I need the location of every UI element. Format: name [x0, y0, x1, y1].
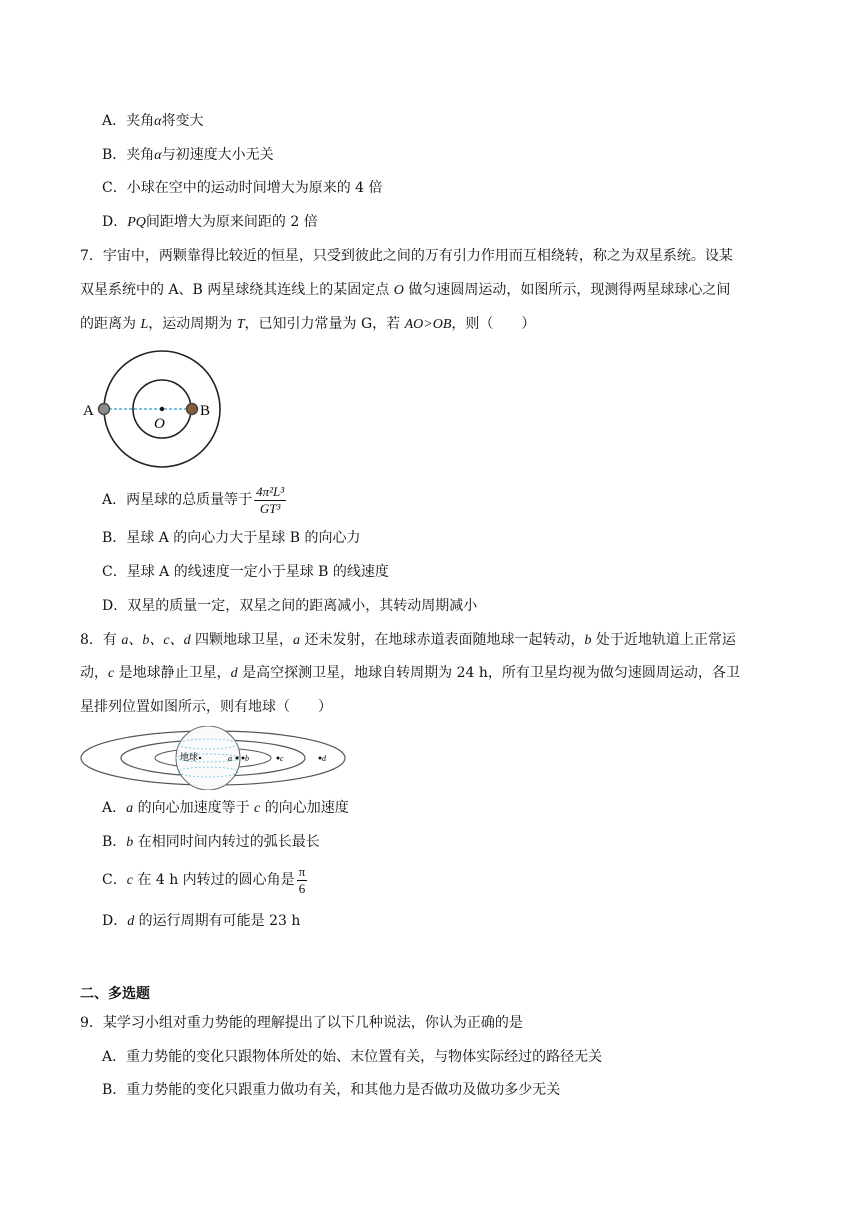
angle-fraction: [297, 864, 308, 897]
q8-stem-line3: 星排列位置如图所示，则有地球（ ）: [80, 699, 332, 715]
formula-denominator: GT³: [259, 500, 281, 516]
mass-formula: [254, 484, 286, 517]
symbol-l: L: [140, 317, 149, 332]
stem-text: 8．有: [80, 632, 122, 648]
option-text: 的向心加速度等于: [133, 800, 255, 816]
q6-option-d: [102, 212, 318, 233]
stem-text: 做匀速圆周运动，如图所示，现测得两星球球心之间: [403, 282, 731, 298]
satellite-a-dot: [236, 757, 239, 760]
option-text: 将变大: [161, 113, 204, 129]
option-text: 的运行周期有可能是 23 h: [134, 913, 301, 929]
q7-stem-line1: 7．宇宙中，两颗靠得比较近的恒星，只受到彼此之间的万有引力作用而互相绕转，称之为双星系统。设某: [80, 248, 733, 264]
option-text: A．两星球的总质量等于: [102, 492, 253, 508]
option-label: B．: [102, 834, 127, 850]
q7-option-c: C．星球 A 的线速度一定小于星球 B 的线速度: [102, 564, 389, 580]
binary-star-figure: [80, 348, 230, 470]
option-label: D．: [102, 913, 128, 929]
q8-option-d: [102, 911, 300, 932]
q9-option-a: A．重力势能的变化只跟物体所处的始、末位置有关，与物体实际经过的路径无关: [102, 1049, 603, 1065]
stem-text: 是高空探测卫星，地球自转周期为 24 h，所有卫星均视为做匀速圆周运动，各卫: [237, 665, 740, 681]
satellite-a: a: [293, 633, 301, 648]
stem-text: 的距离为: [80, 316, 141, 332]
q7-option-a: [102, 483, 286, 517]
label-d: d: [322, 754, 326, 763]
stem-text: 还未发射，在地球赤道表面随地球一起转动，: [300, 632, 585, 648]
inequality: AO>OB: [404, 317, 452, 332]
q7-option-d: D．双星的质量一定，双星之间的距离减小，其转动周期减小: [102, 598, 478, 614]
stem-text: ，运动周期为: [148, 316, 237, 332]
q6-option-b: [102, 145, 274, 166]
satellite-c: c: [254, 801, 261, 816]
label-o: O: [154, 416, 165, 432]
satellite-d: d: [127, 914, 135, 929]
option-text: 的向心加速度: [260, 800, 349, 816]
satellite-d: d: [230, 666, 238, 681]
q9-option-b: B．重力势能的变化只跟重力做功有关，和其他力是否做功及做功多少无关: [102, 1082, 561, 1098]
q6-option-c: C．小球在空中的运动时间增大为原来的 4 倍: [102, 180, 383, 196]
q7-stem-line2: [80, 280, 730, 301]
satellite-c: c: [126, 873, 133, 888]
alpha-symbol: α: [154, 114, 162, 129]
label-a: A: [83, 403, 94, 419]
symbol-t: T: [236, 317, 245, 332]
stem-text: ，已知引力常量为 G，若: [244, 316, 405, 332]
label-b: B: [200, 403, 211, 419]
option-text: 夹角: [126, 113, 155, 129]
option-label: D．: [102, 214, 128, 230]
label-c: c: [280, 754, 284, 763]
option-label: B．: [102, 147, 127, 163]
q6-option-a: [102, 111, 203, 132]
option-text: 在 4 h 内转过的圆心角是: [132, 872, 295, 888]
stem-text: 动，: [80, 665, 108, 681]
earth-label: 地球: [180, 753, 199, 763]
satellite-orbit-figure: [78, 726, 348, 790]
stem-text: 四颗地球卫星，: [190, 632, 294, 648]
q8-option-c: [102, 860, 307, 901]
q8-stem-line2: [80, 663, 740, 684]
stem-text: 是地球静止卫星，: [114, 665, 231, 681]
alpha-symbol: α: [154, 148, 162, 163]
satellite-c: c: [108, 666, 115, 681]
fraction-denominator: 6: [298, 880, 306, 896]
formula-numerator: 4π²L³: [256, 483, 285, 499]
stem-text: 处于近地轨道上正常运: [591, 632, 736, 648]
center-point: [160, 407, 164, 411]
q7-option-b: B．星球 A 的向心力大于星球 B 的向心力: [102, 530, 361, 546]
option-label: C．: [102, 872, 127, 888]
option-text: 间距增大为原来间距的 2 倍: [145, 214, 318, 230]
star-a: [99, 404, 110, 415]
stem-text: 双星系统中的 A、B 两星球绕其连线上的某固定点: [80, 282, 394, 298]
fraction-numerator: π: [298, 863, 306, 879]
q7-stem-line3: [80, 314, 535, 335]
option-text: 与初速度大小无关: [161, 147, 274, 163]
option-text: 在相同时间内转过的弧长最长: [133, 834, 320, 850]
q8-stem-line1: [80, 630, 736, 651]
option-text: 夹角: [126, 147, 155, 163]
section-heading: 二、多选题: [80, 986, 150, 1002]
satellite-list: a、b、c、d: [121, 633, 191, 648]
label-a: a: [228, 754, 232, 763]
satellite-b: b: [584, 633, 592, 648]
point-o: O: [393, 283, 404, 298]
q9-stem: 9．某学习小组对重力势能的理解提出了以下几种说法，你认为正确的是: [80, 1015, 523, 1031]
earth-center: [199, 757, 201, 759]
option-label: A．: [102, 800, 127, 816]
satellite-a: a: [126, 801, 134, 816]
satellite-b: b: [126, 835, 134, 850]
star-b: [187, 404, 198, 415]
q8-option-a: [102, 798, 349, 819]
option-label: A．: [102, 113, 127, 129]
pq-symbol: PQ: [127, 215, 146, 230]
stem-text: ，则（ ）: [451, 316, 536, 332]
q8-option-b: [102, 832, 320, 853]
label-b: b: [245, 754, 249, 763]
